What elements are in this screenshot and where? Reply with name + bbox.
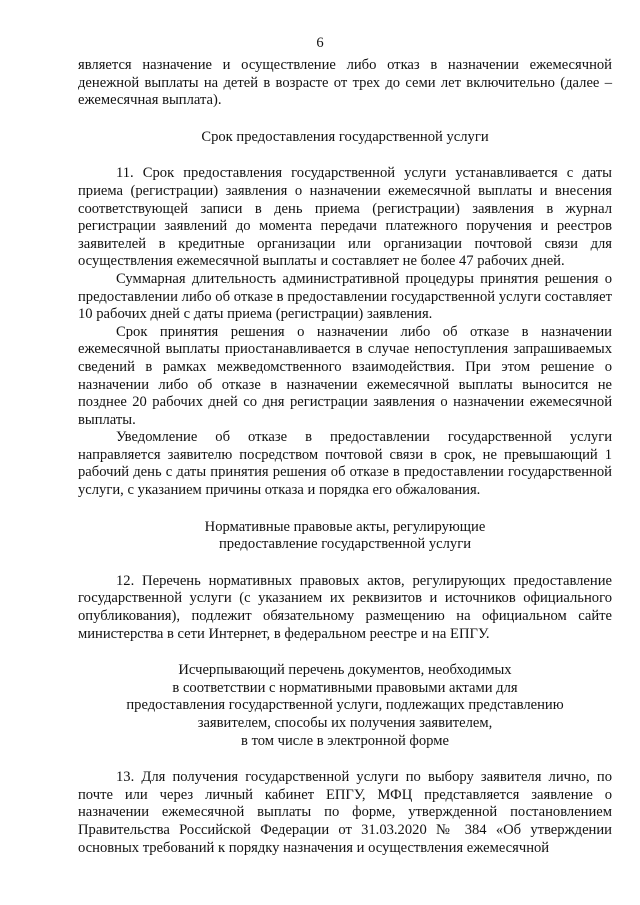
paragraph-notification: Уведомление об отказе в предоставлении государственной услуги направляется заявителю посредством почтовой связи в срок, не превышающий 1 рабочий день с даты принятия решения об отказе в предоставлении государственной услуги, с указанием причины отказа и порядка его обжалования.: [78, 429, 612, 499]
paragraph-11: 11. Срок предоставления государственной услуги устанавливается с даты приема (регистрации) заявления о назначении ежемесячной выплаты и внесения соответствующей записи в день приема (регистрации) заявления в журнал регистрации заявлений до момента передачи платежного поручения и реестров заявителей в кредитные организации или организации почтовой связи для осуществления ежемесячной выплаты и составляет не более 47 рабочих дней.: [78, 165, 612, 270]
section-heading-documents: [78, 662, 612, 750]
section-heading-legal-acts: [78, 519, 612, 554]
heading-line: в соответствии с нормативными правовыми актами для: [172, 679, 518, 696]
heading-line: предоставление государственной услуги: [219, 536, 471, 553]
paragraph-13: 13. Для получения государственной услуги по выбору заявителя лично, по почте или через личный кабинет ЕПГУ, МФЦ представляется заявление о назначении ежемесячной выплаты по форме, утвержденной постановлением Правительства Российской Федерации от 31.03.2020 № 384 «Об утверждении основных требований к порядку назначения и осуществления ежемесячной: [78, 769, 612, 856]
intro-paragraph: является назначение и осуществление либо отказ в назначении ежемесячной денежной выплаты на детей в возрасте от трех до семи лет включительно (далее – ежемесячная выплата).: [78, 57, 612, 109]
heading-line: Нормативные правовые акты, регулирующие: [204, 518, 486, 535]
section-heading-term: Срок предоставления государственной услуги: [201, 128, 489, 145]
paragraph-12: 12. Перечень нормативных правовых актов, регулирующих предоставление государственной услуги (с указанием их реквизитов и источников официального опубликования), подлежит обязательному размещению на официальном сайте министерства в сети Интернет, в федеральном реестре и на ЕПГУ.: [78, 572, 612, 642]
document-body: [78, 57, 612, 857]
paragraph-suspension: Срок принятия решения о назначении либо об отказе в назначении ежемесячной выплаты приостанавливается в случае непоступления запрашиваемых сведений в рамках межведомственного взаимодействия. При этом решение о назначении либо об отказе в назначении ежемесячной выплаты выносится не позднее 20 рабочих дней со дня регистрации заявления о назначении ежемесячной выплаты.: [78, 323, 612, 428]
heading-line: в том числе в электронной форме: [241, 732, 449, 749]
page-number: 6: [316, 35, 324, 51]
heading-line: заявителем, способы их получения заявителем,: [197, 715, 493, 731]
heading-line: Исчерпывающий перечень документов, необходимых: [178, 662, 512, 679]
heading-line: предоставления государственной услуги, подлежащих представлению: [126, 697, 564, 714]
paragraph-duration: Суммарная длительность административной процедуры принятия решения о предоставлении либо об отказе в предоставлении государственной услуги составляет 10 рабочих дней с даты приема (регистрации) заявления.: [78, 270, 612, 323]
